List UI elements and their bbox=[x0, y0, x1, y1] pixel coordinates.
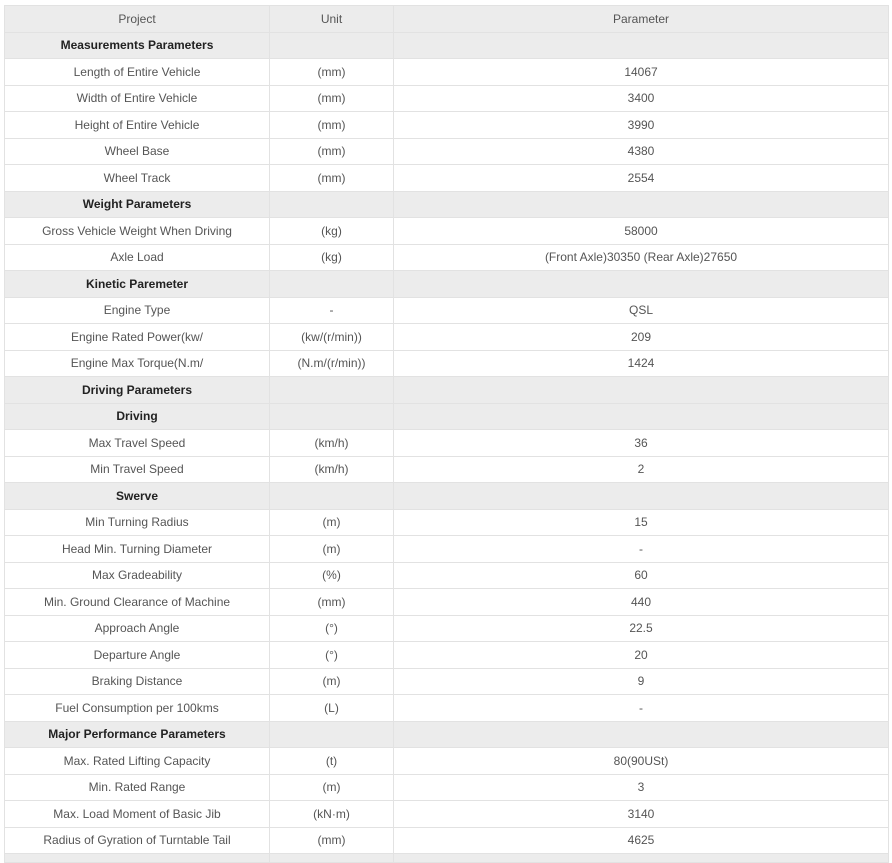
cell-unit: - bbox=[270, 297, 394, 324]
table-row bbox=[5, 324, 889, 351]
cell-unit: (mm) bbox=[270, 85, 394, 112]
cell-project: Engine Type bbox=[5, 297, 270, 324]
table-row bbox=[5, 456, 889, 483]
table-row bbox=[5, 59, 889, 86]
cell-project: Max Travel Speed bbox=[5, 430, 270, 457]
section-row bbox=[5, 377, 889, 404]
section-unit-cell bbox=[270, 32, 394, 59]
spec-table-container bbox=[4, 5, 889, 863]
table-row bbox=[5, 112, 889, 139]
header-parameter: Parameter bbox=[394, 6, 889, 33]
cell-parameter: 58000 bbox=[394, 218, 889, 245]
section-unit-cell bbox=[270, 377, 394, 404]
table-row bbox=[5, 562, 889, 589]
cell-parameter: 80(90USt) bbox=[394, 748, 889, 775]
cell-project: Max Gradeability bbox=[5, 562, 270, 589]
cell-project: Braking Distance bbox=[5, 668, 270, 695]
cell-unit: (kg) bbox=[270, 244, 394, 271]
cell-parameter: 60 bbox=[394, 562, 889, 589]
cell-unit: (mm) bbox=[270, 165, 394, 192]
cell-unit: (L) bbox=[270, 695, 394, 722]
cell-project: Min Turning Radius bbox=[5, 509, 270, 536]
continuation-cell bbox=[270, 854, 394, 863]
table-row bbox=[5, 244, 889, 271]
cell-unit: (km/h) bbox=[270, 430, 394, 457]
cell-unit: (kg) bbox=[270, 218, 394, 245]
cell-project: Approach Angle bbox=[5, 615, 270, 642]
table-header-row bbox=[5, 6, 889, 33]
table-row bbox=[5, 801, 889, 828]
cell-parameter: 4625 bbox=[394, 827, 889, 854]
cell-unit: (%) bbox=[270, 562, 394, 589]
section-parameter-cell bbox=[394, 721, 889, 748]
cell-parameter: 2554 bbox=[394, 165, 889, 192]
table-continuation-row bbox=[5, 854, 889, 863]
cell-parameter: - bbox=[394, 536, 889, 563]
cell-unit: (mm) bbox=[270, 589, 394, 616]
table-row bbox=[5, 165, 889, 192]
cell-project: Min. Rated Range bbox=[5, 774, 270, 801]
section-parameter-cell bbox=[394, 403, 889, 430]
section-row bbox=[5, 403, 889, 430]
cell-parameter: 3990 bbox=[394, 112, 889, 139]
cell-unit: (mm) bbox=[270, 59, 394, 86]
table-row bbox=[5, 774, 889, 801]
cell-project: Head Min. Turning Diameter bbox=[5, 536, 270, 563]
cell-project: Min Travel Speed bbox=[5, 456, 270, 483]
spec-table bbox=[4, 5, 889, 863]
section-parameter-cell bbox=[394, 271, 889, 298]
table-row bbox=[5, 218, 889, 245]
cell-parameter: 1424 bbox=[394, 350, 889, 377]
cell-project: Wheel Base bbox=[5, 138, 270, 165]
cell-parameter: 2 bbox=[394, 456, 889, 483]
cell-parameter: 9 bbox=[394, 668, 889, 695]
section-row bbox=[5, 721, 889, 748]
cell-unit: (kw/(r/min)) bbox=[270, 324, 394, 351]
section-unit-cell bbox=[270, 483, 394, 510]
section-parameter-cell bbox=[394, 191, 889, 218]
cell-project: Wheel Track bbox=[5, 165, 270, 192]
cell-parameter: 15 bbox=[394, 509, 889, 536]
cell-unit: (N.m/(r/min)) bbox=[270, 350, 394, 377]
cell-parameter: 3400 bbox=[394, 85, 889, 112]
cell-project: Max. Rated Lifting Capacity bbox=[5, 748, 270, 775]
cell-project: Fuel Consumption per 100kms bbox=[5, 695, 270, 722]
section-parameter-cell bbox=[394, 377, 889, 404]
section-unit-cell bbox=[270, 191, 394, 218]
cell-project: Length of Entire Vehicle bbox=[5, 59, 270, 86]
section-row bbox=[5, 32, 889, 59]
cell-parameter: 22.5 bbox=[394, 615, 889, 642]
cell-unit: (m) bbox=[270, 536, 394, 563]
header-unit: Unit bbox=[270, 6, 394, 33]
table-row bbox=[5, 536, 889, 563]
cell-parameter: 36 bbox=[394, 430, 889, 457]
section-row bbox=[5, 271, 889, 298]
cell-parameter: 209 bbox=[394, 324, 889, 351]
section-unit-cell bbox=[270, 721, 394, 748]
cell-project: Radius of Gyration of Turntable Tail bbox=[5, 827, 270, 854]
continuation-cell bbox=[394, 854, 889, 863]
cell-project: Engine Rated Power(kw/ bbox=[5, 324, 270, 351]
section-title: Major Performance Parameters bbox=[5, 721, 270, 748]
table-row bbox=[5, 827, 889, 854]
section-row bbox=[5, 191, 889, 218]
cell-unit: (mm) bbox=[270, 112, 394, 139]
table-row bbox=[5, 589, 889, 616]
table-row bbox=[5, 430, 889, 457]
table-row bbox=[5, 85, 889, 112]
cell-unit: (t) bbox=[270, 748, 394, 775]
cell-unit: (kN·m) bbox=[270, 801, 394, 828]
section-unit-cell bbox=[270, 271, 394, 298]
cell-project: Engine Max Torque(N.m/ bbox=[5, 350, 270, 377]
continuation-cell bbox=[5, 854, 270, 863]
cell-project: Max. Load Moment of Basic Jib bbox=[5, 801, 270, 828]
section-title: Kinetic Paremeter bbox=[5, 271, 270, 298]
cell-project: Width of Entire Vehicle bbox=[5, 85, 270, 112]
table-row bbox=[5, 297, 889, 324]
cell-unit: (m) bbox=[270, 774, 394, 801]
cell-project: Departure Angle bbox=[5, 642, 270, 669]
table-row bbox=[5, 668, 889, 695]
cell-unit: (°) bbox=[270, 642, 394, 669]
cell-unit: (km/h) bbox=[270, 456, 394, 483]
cell-unit: (m) bbox=[270, 509, 394, 536]
cell-parameter: 14067 bbox=[394, 59, 889, 86]
cell-unit: (°) bbox=[270, 615, 394, 642]
section-title: Driving bbox=[5, 403, 270, 430]
table-row bbox=[5, 615, 889, 642]
section-unit-cell bbox=[270, 403, 394, 430]
header-project: Project bbox=[5, 6, 270, 33]
table-row bbox=[5, 350, 889, 377]
table-row bbox=[5, 748, 889, 775]
cell-project: Height of Entire Vehicle bbox=[5, 112, 270, 139]
cell-unit: (mm) bbox=[270, 138, 394, 165]
table-body bbox=[5, 32, 889, 863]
section-title: Weight Parameters bbox=[5, 191, 270, 218]
section-title: Driving Parameters bbox=[5, 377, 270, 404]
cell-project: Axle Load bbox=[5, 244, 270, 271]
table-row bbox=[5, 509, 889, 536]
cell-parameter: - bbox=[394, 695, 889, 722]
section-parameter-cell bbox=[394, 32, 889, 59]
table-row bbox=[5, 138, 889, 165]
table-row bbox=[5, 695, 889, 722]
cell-parameter: QSL bbox=[394, 297, 889, 324]
cell-parameter: 440 bbox=[394, 589, 889, 616]
cell-parameter: 20 bbox=[394, 642, 889, 669]
section-title: Measurements Parameters bbox=[5, 32, 270, 59]
cell-parameter: 3 bbox=[394, 774, 889, 801]
table-row bbox=[5, 642, 889, 669]
cell-parameter: 3140 bbox=[394, 801, 889, 828]
cell-parameter: 4380 bbox=[394, 138, 889, 165]
cell-unit: (m) bbox=[270, 668, 394, 695]
cell-unit: (mm) bbox=[270, 827, 394, 854]
cell-project: Gross Vehicle Weight When Driving bbox=[5, 218, 270, 245]
section-parameter-cell bbox=[394, 483, 889, 510]
section-row bbox=[5, 483, 889, 510]
section-title: Swerve bbox=[5, 483, 270, 510]
cell-project: Min. Ground Clearance of Machine bbox=[5, 589, 270, 616]
cell-parameter: (Front Axle)30350 (Rear Axle)27650 bbox=[394, 244, 889, 271]
